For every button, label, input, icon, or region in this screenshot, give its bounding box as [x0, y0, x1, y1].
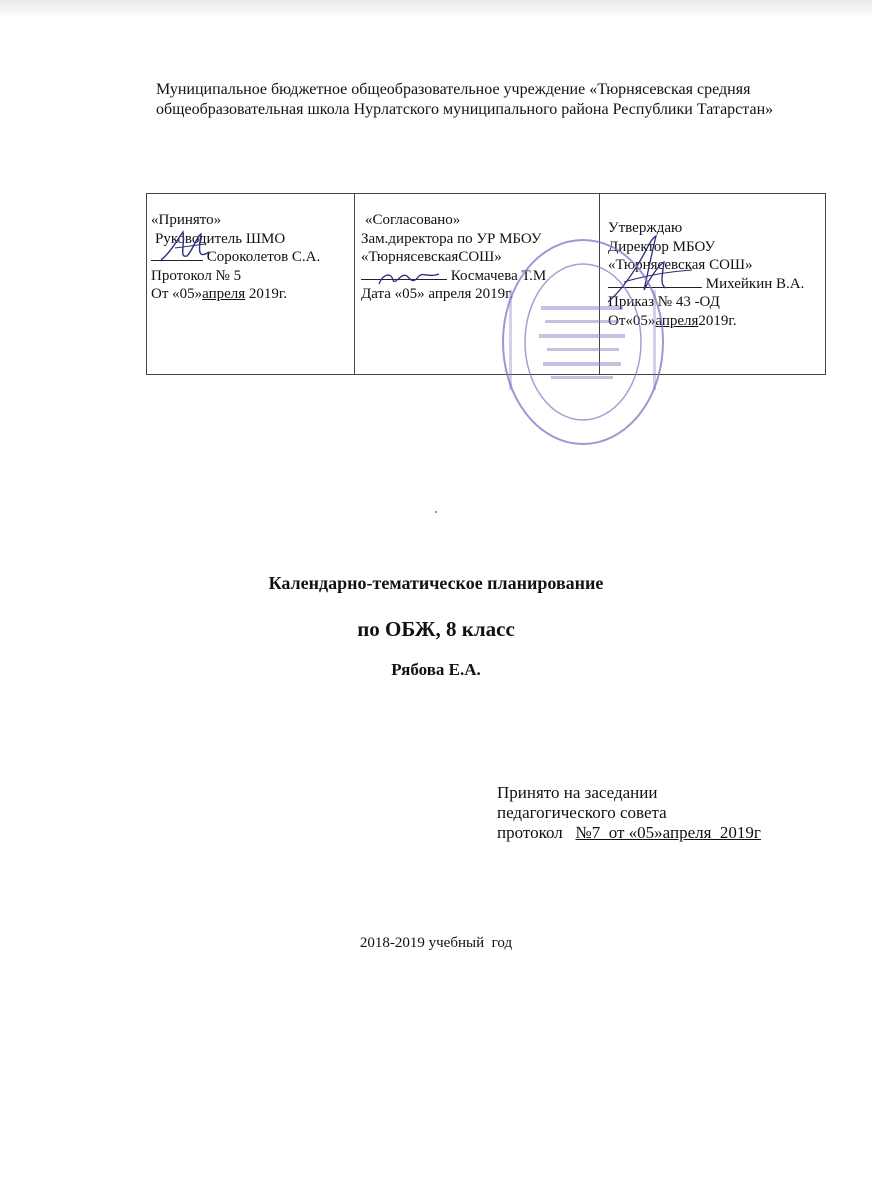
school-name-line-1: Муниципальное бюджетное общеобразовательное учреждение «Тюрнясевская средняя — [156, 81, 751, 98]
school-header — [156, 80, 836, 120]
council-protocol-label: протокол — [497, 823, 576, 842]
approved-order: Приказ № 43 -ОД — [608, 294, 720, 310]
accepted-label: «Принято» — [151, 212, 222, 228]
approved-signature-line — [608, 275, 702, 288]
agreed-role: Зам.директора по УР МБОУ — [361, 230, 542, 247]
school-name-line-2: общеобразовательная школа Нурлатского муниципального района Республики Татарстан» — [156, 101, 774, 118]
academic-year: 2018-2019 учебный год — [359, 935, 513, 951]
agreed-signature-line — [361, 267, 447, 280]
scan-edge — [0, 0, 872, 18]
council-line-2: педагогического совета — [497, 803, 667, 822]
accepted-cell — [147, 194, 355, 375]
accepted-date-year: 2019г. — [248, 286, 288, 302]
approved-date-month: апреля — [655, 312, 699, 329]
approved-role: Директор МБОУ — [608, 238, 716, 255]
approved-cell — [600, 194, 826, 375]
accepted-signature-line — [151, 248, 203, 261]
accepted-role: Руководитель ШМО — [155, 230, 286, 247]
document-subject: по ОБЖ, 8 класс — [357, 617, 515, 641]
document-author: Рябова Е.А. — [391, 660, 481, 679]
approved-school: «Тюрнясевская СОШ» — [608, 257, 753, 273]
accepted-name: Сороколетов С.А. — [206, 249, 321, 265]
council-protocol-value: №7 от «05»апреля 2019г — [575, 823, 761, 842]
agreed-date: Дата «05» апреля 2019г. — [361, 286, 514, 302]
document-title: Календарно-тематическое планирование — [268, 573, 604, 593]
approved-date-year: 2019г. — [698, 312, 737, 329]
approval-table — [146, 193, 826, 375]
agreed-cell — [355, 194, 600, 375]
scan-speck — [435, 511, 437, 513]
council-line-1: Принято на заседании — [497, 783, 658, 802]
approved-name: Михейкин В.А. — [705, 275, 805, 292]
accepted-protocol: Протокол № 5 — [151, 267, 242, 284]
council-note — [497, 783, 761, 843]
accepted-date-month: апреля — [202, 286, 246, 302]
approved-label: Утверждаю — [608, 220, 683, 236]
accepted-date-prefix: От «05» — [151, 286, 203, 302]
agreed-name: Космачева Т.М — [450, 267, 547, 284]
approved-date-prefix: От«05» — [608, 312, 656, 329]
agreed-label: «Согласовано» — [365, 212, 461, 228]
agreed-school: «ТюрнясевскаяСОШ» — [361, 249, 502, 265]
